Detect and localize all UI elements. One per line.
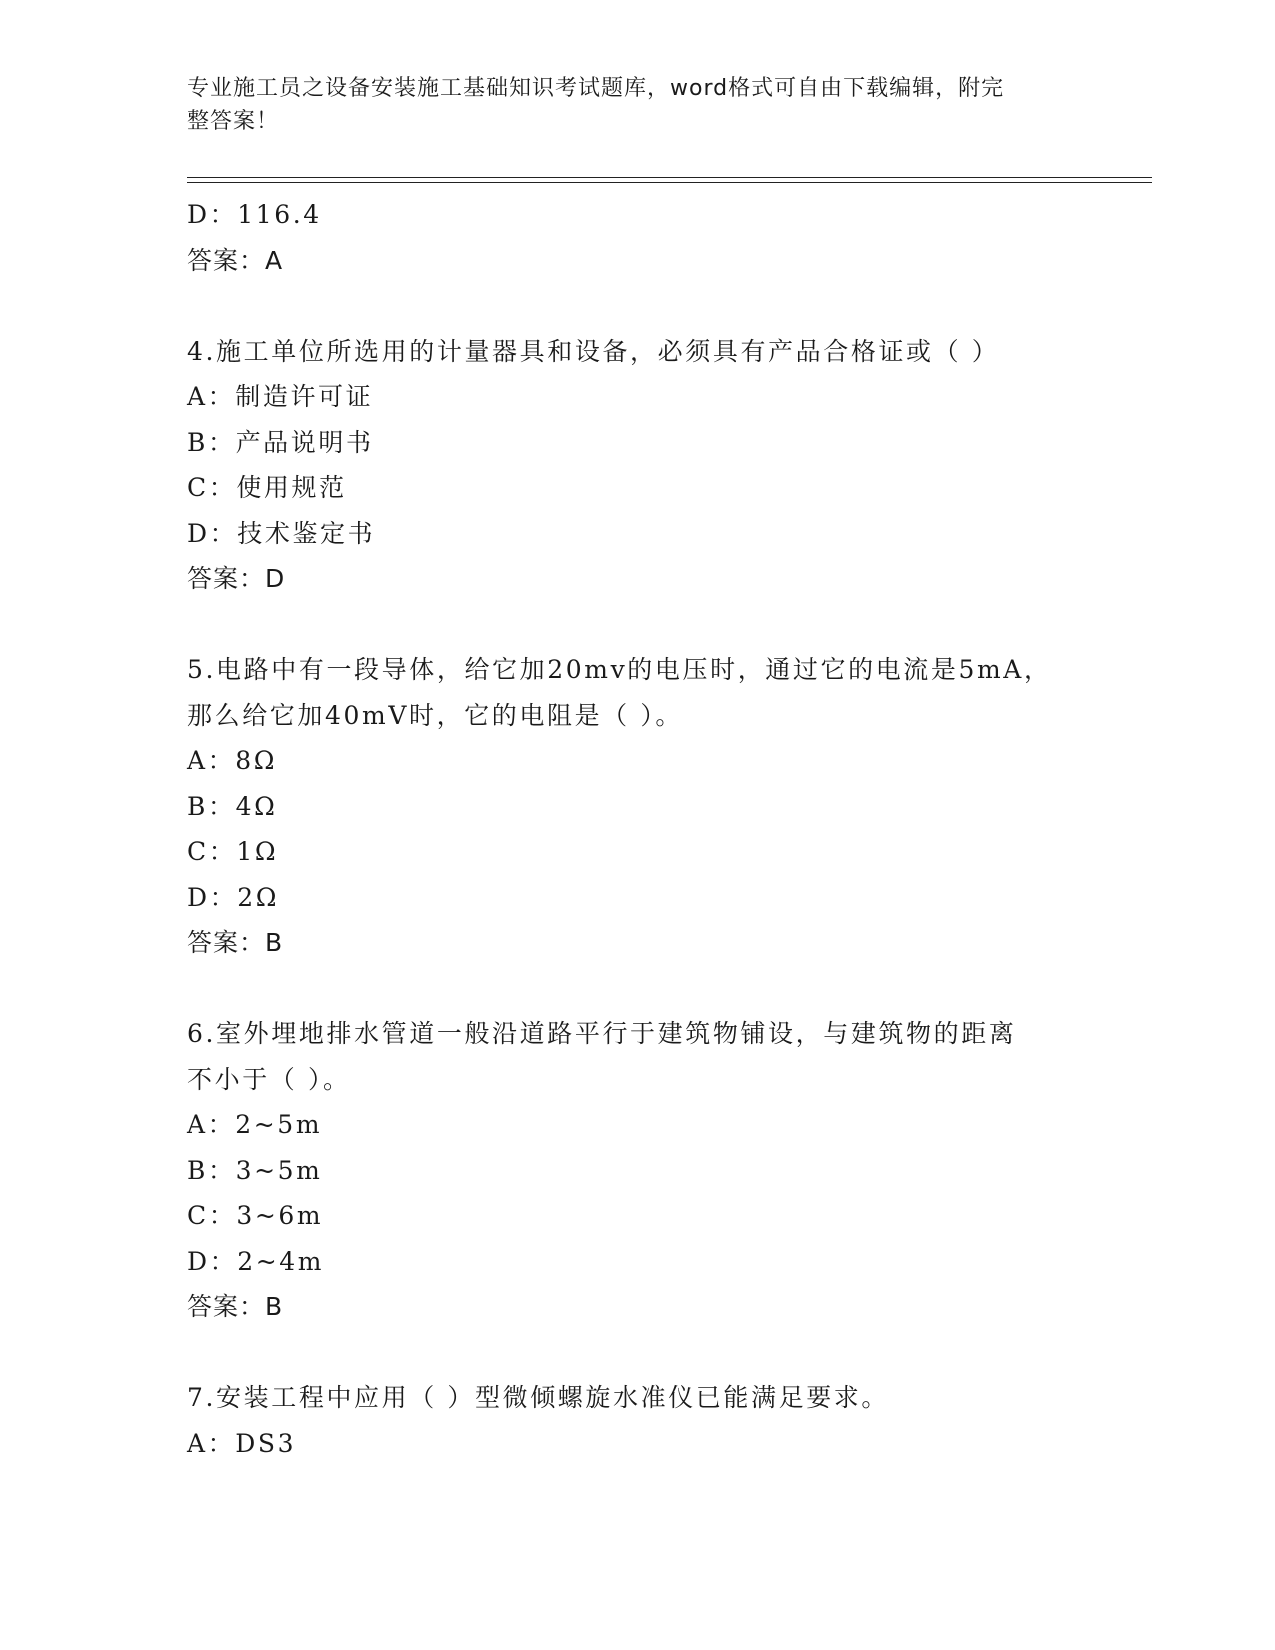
option-a: A：2~5m [187, 1110, 323, 1139]
option-a: A：DS3 [187, 1428, 297, 1458]
question-7 [187, 1375, 1087, 1466]
question-stem: 7.安装工程中应用（ ）型微倾螺旋水准仪已能满足要求。 [187, 1383, 890, 1412]
header-divider-bottom [187, 182, 1152, 183]
spacer [187, 966, 1087, 1012]
answer-line: 答案：A [187, 245, 284, 275]
spacer [187, 1330, 1087, 1376]
previous-question-tail [187, 192, 1087, 283]
option-d: D：116.4 [187, 200, 322, 229]
option-d: D：2~4m [187, 1246, 325, 1276]
answer-line: 答案：D [187, 564, 286, 593]
option-b: B：4Ω [187, 791, 278, 821]
question-6 [187, 1011, 1087, 1330]
question-stem: 5.电路中有一段导体，给它加20mv的电压时，通过它的电流是5mA， [187, 655, 1052, 684]
question-list [187, 192, 1087, 1466]
question-5 [187, 647, 1087, 966]
question-stem-continued: 不小于（ ）。 [187, 1064, 351, 1094]
option-d: D：2Ω [187, 882, 280, 912]
option-d: D：技术鉴定书 [187, 518, 376, 548]
option-c: C：3~6m [187, 1201, 324, 1230]
question-stem: 4.施工单位所选用的计量器具和设备，必须具有产品合格证或（ ） [187, 336, 1000, 366]
spacer [187, 283, 1087, 329]
header-line-1: 专业施工员之设备安装施工基础知识考试题库，word格式可自由下载编辑，附完 [187, 76, 1005, 101]
answer-line: 答案：B [187, 928, 284, 957]
spacer [187, 602, 1087, 648]
option-b: B：3~5m [187, 1155, 323, 1185]
question-stem: 6.室外埋地排水管道一般沿道路平行于建筑物铺设，与建筑物的距离 [187, 1019, 1017, 1048]
header-line-2: 整答案！ [187, 109, 280, 134]
page-header [187, 72, 1067, 138]
option-c: C：1Ω [187, 837, 279, 866]
answer-line: 答案：B [187, 1292, 284, 1321]
option-a: A：制造许可证 [187, 382, 374, 411]
option-b: B：产品说明书 [187, 427, 374, 457]
option-a: A：8Ω [187, 746, 278, 775]
option-c: C：使用规范 [187, 473, 347, 502]
question-4 [187, 329, 1087, 602]
question-stem-continued: 那么给它加40mV时，它的电阻是（ ）。 [187, 700, 684, 730]
header-divider-top [187, 177, 1152, 178]
